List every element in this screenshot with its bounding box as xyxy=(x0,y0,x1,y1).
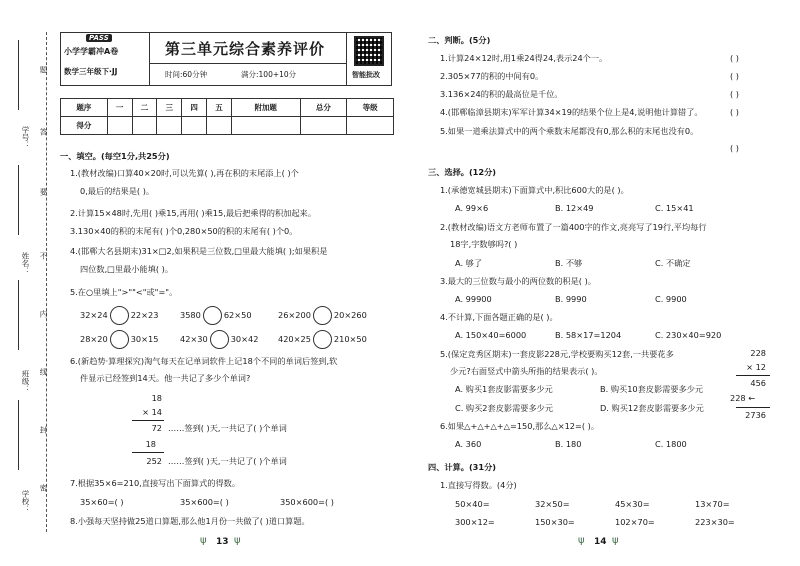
choice-option[interactable]: B. 不够 xyxy=(555,258,583,268)
table-header-cell: 附加题 xyxy=(231,99,300,117)
pass-badge: PASS xyxy=(86,34,112,42)
answer-paren[interactable]: ( ) xyxy=(730,89,739,99)
sprout-icon: ψ xyxy=(612,535,619,546)
question-text: 件显示已经签到14天。他一共记了多少个单词? xyxy=(80,373,251,383)
choice-option[interactable]: B. 9990 xyxy=(555,294,587,304)
grade-label: 数学三年级下·JJ xyxy=(64,67,118,76)
choice-option[interactable]: C. 不确定 xyxy=(655,258,691,268)
table-header-cell: 三 xyxy=(157,99,182,117)
vertical-calc-line: 72 xyxy=(151,423,162,433)
choice-question: 3.最大的三位数与最小的两位数的积是( )。 xyxy=(440,276,596,286)
question-text: 350×600=( ) xyxy=(280,497,334,507)
calc-rule xyxy=(132,420,164,421)
compare-circle[interactable] xyxy=(313,306,332,325)
choice-question: 5.(保定竞秀区期末)一套皮影228元,学校要购买12套,一共要花多 xyxy=(440,349,674,359)
vertical-calc-line: 18 xyxy=(145,439,156,449)
exam-header xyxy=(60,32,392,86)
margin-label: 学校： xyxy=(21,490,30,513)
score-cell[interactable] xyxy=(300,117,347,135)
choice-option[interactable]: C. 9900 xyxy=(655,294,687,304)
table-header-cell: 二 xyxy=(132,99,157,117)
calc-item: 13×70= xyxy=(695,499,730,509)
answer-paren[interactable]: ( ) xyxy=(730,107,739,117)
vertical-calc-line: 456 xyxy=(750,378,766,388)
calc-item: 32×50= xyxy=(535,499,570,509)
compare-item: 26×200 20×260 xyxy=(278,306,367,325)
binding-dashed-line xyxy=(46,32,47,532)
margin-label: 不 xyxy=(39,252,48,260)
calc-item: 50×40= xyxy=(455,499,490,509)
question-text: 35×600=( ) xyxy=(180,497,229,507)
compare-circle[interactable] xyxy=(210,330,229,349)
question-text: 5.在○里填上">""<"或"="。 xyxy=(70,287,178,297)
score-cell[interactable] xyxy=(107,117,132,135)
calc-item: 102×70= xyxy=(615,517,655,527)
choice-option[interactable]: D. 购买12套皮影需要多少元 xyxy=(600,403,704,413)
question-text: 4.(邯郸大名县期末)31×□2,如果积是三位数,□里最大能填( );如果积是 xyxy=(70,246,328,256)
name-blank-line[interactable] xyxy=(18,40,19,110)
answer-paren[interactable]: ( ) xyxy=(730,53,739,63)
right-page xyxy=(400,0,800,566)
table-header-cell: 五 xyxy=(207,99,232,117)
choice-question: 4.不计算,下面各题正确的是( )。 xyxy=(440,312,558,322)
score-table-header-row xyxy=(61,99,394,117)
choice-option[interactable]: C. 1800 xyxy=(655,439,687,449)
question-text: 7.根据35×6=210,直接写出下面算式的得数。 xyxy=(70,478,241,488)
judge-item: 4.(邯郸临漳县期末)军军计算34×19的结果个位上是4,说明他计算错了。 xyxy=(440,107,703,117)
score-cell[interactable] xyxy=(207,117,232,135)
score-cell[interactable] xyxy=(231,117,300,135)
margin-label: 要 xyxy=(39,188,48,196)
choice-option[interactable]: A. 99900 xyxy=(455,294,492,304)
table-header-cell: 题序 xyxy=(61,99,108,117)
margin-label: 密 xyxy=(39,484,48,492)
page-number: 13 xyxy=(216,537,229,547)
choice-option[interactable]: A. 够了 xyxy=(455,258,483,268)
choice-option[interactable]: A. 360 xyxy=(455,439,482,449)
score-cell[interactable] xyxy=(347,117,394,135)
question-text: 8.小强每天坚持做25道口算题,那么他1月份一共做了( )道口算题。 xyxy=(70,516,310,526)
margin-label: 班级： xyxy=(21,370,30,393)
choice-option[interactable]: B. 12×49 xyxy=(555,203,594,213)
section-title: 三、选择。(12分) xyxy=(428,167,497,177)
score-table-row xyxy=(61,117,394,135)
page-number: 14 xyxy=(594,537,607,547)
name-blank-line[interactable] xyxy=(18,165,19,235)
choice-option[interactable]: A. 购买1套皮影需要多少元 xyxy=(455,384,553,394)
vertical-calc-line: 228 xyxy=(750,348,766,358)
vertical-calc-line: 252 xyxy=(146,456,162,466)
margin-label: 姓名： xyxy=(21,252,30,275)
section-title: 一、填空。(每空1分,共25分) xyxy=(60,151,170,161)
margin-label: 学号： xyxy=(21,126,30,149)
choice-question: 少元?右面竖式中箭头所指的结果表示( )。 xyxy=(450,366,603,376)
choice-option[interactable]: B. 购买10套皮影需要多少元 xyxy=(600,384,704,394)
question-text: 1.(教材改编)口算40×20时,可以先算( ),再在积的末尾添上( )个 xyxy=(70,168,299,178)
vertical-calc-line: × 12 xyxy=(746,362,766,372)
answer-paren[interactable]: ( ) xyxy=(730,71,739,81)
calc-rule xyxy=(736,407,770,408)
choice-option[interactable]: A. 150×40=6000 xyxy=(455,330,527,340)
calc-rule xyxy=(132,452,164,453)
score-cell[interactable] xyxy=(157,117,182,135)
judge-item: 3.136×24的积的最高位是千位。 xyxy=(440,89,563,99)
score-table xyxy=(60,98,394,135)
choice-option[interactable]: B. 180 xyxy=(555,439,582,449)
choice-option[interactable]: C. 15×41 xyxy=(655,203,694,213)
choice-option[interactable]: C. 230×40=920 xyxy=(655,330,722,340)
compare-item: 3580 62×50 xyxy=(180,306,252,325)
score-cell[interactable] xyxy=(132,117,157,135)
answer-paren[interactable]: ( ) xyxy=(730,143,739,153)
margin-label: 内 xyxy=(39,310,48,318)
qr-caption: 智能批改 xyxy=(352,71,380,79)
compare-circle[interactable] xyxy=(313,330,332,349)
vertical-calc-line: 18 xyxy=(151,393,162,403)
vertical-calc-line: 228 ← xyxy=(730,393,756,403)
question-text: 6.(新趋势·算理探究)淘气每天在记单词软件上记18个不同的单词后签到,软 xyxy=(70,356,338,366)
exam-time: 时间:60分钟 xyxy=(165,70,208,79)
margin-label: 线 xyxy=(39,368,48,376)
margin-label: 封 xyxy=(39,426,48,434)
calc-note: ……签到( )天,一共记了( )个单词 xyxy=(168,423,287,433)
calc-note: ……签到( )天,一共记了( )个单词 xyxy=(168,456,287,466)
choice-option[interactable]: A. 99×6 xyxy=(455,203,489,213)
table-header-cell: 等级 xyxy=(347,99,394,117)
calc-title: 1.直接写得数。(4分) xyxy=(440,480,517,490)
section-title: 二、判断。(5分) xyxy=(428,35,491,45)
choice-question: 6.如果△+△+△+△=150,那么△×12=( )。 xyxy=(440,421,600,431)
page-title: 第三单元综合素养评价 xyxy=(165,40,326,58)
calc-rule xyxy=(736,375,770,376)
vertical-calc-line: × 14 xyxy=(142,407,162,417)
question-text: 0,最后的结果是( )。 xyxy=(80,186,155,196)
series-name: 小学学霸冲A卷 xyxy=(64,47,119,56)
choice-option[interactable]: B. 58×17=1204 xyxy=(555,330,622,340)
sprout-icon: ψ xyxy=(200,535,207,546)
choice-question: 18字,字数够吗?( ) xyxy=(450,239,518,249)
margin-label: 答 xyxy=(39,128,48,136)
score-row-label: 得分 xyxy=(61,117,108,135)
compare-item: 28×20 30×15 xyxy=(80,330,158,349)
name-blank-line[interactable] xyxy=(18,280,19,350)
question-text: 3.130×40的积的末尾有( )个0,280×50的积的末尾有( )个0。 xyxy=(70,226,298,236)
choice-question: 2.(教材改编)语文方老师布置了一篇400字的作文,亮亮写了19行,平均每行 xyxy=(440,222,707,232)
choice-question: 1.(承德宽城县期末)下面算式中,积比600大的是( )。 xyxy=(440,185,629,195)
full-score: 满分:100+10分 xyxy=(241,70,297,79)
table-header-cell: 一 xyxy=(107,99,132,117)
question-text: 2.计算15×48时,先用( )乘15,再用( )乘15,最后把乘得的积加起来。 xyxy=(70,208,316,218)
calc-item: 300×12= xyxy=(455,517,495,527)
margin-label: 题 xyxy=(39,66,48,74)
judge-item: 5.如果一道乘法算式中的两个乘数末尾都没有0,那么积的末尾也没有0。 xyxy=(440,126,699,136)
table-header-cell: 总分 xyxy=(300,99,347,117)
qr-code[interactable] xyxy=(354,36,384,66)
question-text: 35×60=( ) xyxy=(80,497,124,507)
sprout-icon: ψ xyxy=(234,535,241,546)
score-cell[interactable] xyxy=(182,117,207,135)
section-title: 四、计算。(31分) xyxy=(428,462,497,472)
judge-item: 2.305×77的积的中间有0。 xyxy=(440,71,544,81)
table-header-cell: 四 xyxy=(182,99,207,117)
calc-item: 150×30= xyxy=(535,517,575,527)
compare-circle[interactable] xyxy=(203,306,222,325)
judge-item: 1.计算24×12时,用1乘24得24,表示24个一。 xyxy=(440,53,608,63)
sprout-icon: ψ xyxy=(578,535,585,546)
compare-circle[interactable] xyxy=(110,330,129,349)
compare-item: 32×24 22×23 xyxy=(80,306,158,325)
compare-item: 420×25 210×50 xyxy=(278,330,367,349)
compare-item: 42×30 30×42 xyxy=(180,330,258,349)
question-text: 四位数,□里最小能填( )。 xyxy=(80,264,174,274)
choice-option[interactable]: C. 购买2套皮影需要多少元 xyxy=(455,403,554,413)
calc-item: 223×30= xyxy=(695,517,735,527)
vertical-calc-line: 2736 xyxy=(745,410,766,420)
name-blank-line[interactable] xyxy=(18,400,19,470)
calc-item: 45×30= xyxy=(615,499,650,509)
compare-circle[interactable] xyxy=(110,306,129,325)
